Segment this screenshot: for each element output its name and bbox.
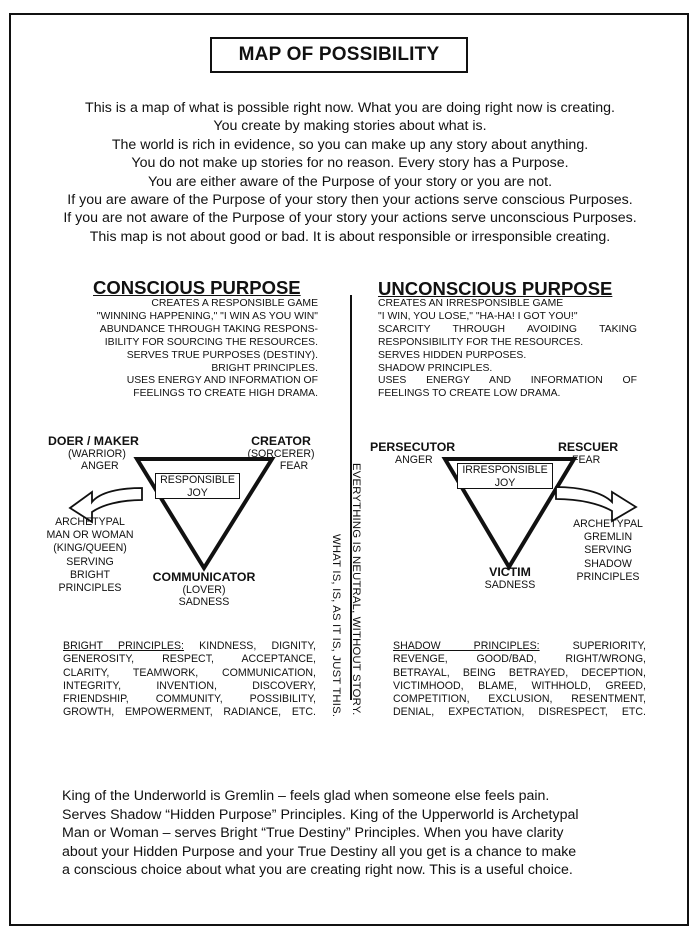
- principles-line: FRIENDSHIP, COMMUNITY, POSSIBILITY,: [63, 693, 316, 706]
- principles-line: REVENGE, GOOD/BAD, RIGHT/WRONG,: [393, 653, 646, 666]
- description-line: FEELINGS TO CREATE LOW DRAMA.: [378, 388, 561, 400]
- description-line: FEELINGS TO CREATE HIGH DRAMA.: [133, 388, 318, 400]
- unconscious-arrow-icon: [556, 487, 636, 521]
- bright-principles: [63, 640, 316, 720]
- description-line: USES ENERGY AND INFORMATION OF: [126, 375, 318, 387]
- creator-role: [236, 434, 326, 472]
- persecutor-role: [370, 440, 470, 466]
- role-name: VICTIM: [489, 565, 531, 579]
- closing-line: about your Hidden Purpose and your True Destiny all you get is a chance to make: [62, 843, 577, 860]
- principles-line: VICTIMHOOD, BLAME, WITHHOLD, GREED,: [393, 679, 646, 692]
- role-name: RESCUER: [558, 440, 619, 454]
- archetype-line: MAN OR WOMAN: [46, 529, 134, 542]
- description-line: IBILITY FOR SOURCING THE RESOURCES.: [104, 336, 318, 348]
- description-line: SERVES HIDDEN PURPOSES.: [378, 349, 527, 361]
- description-line: "WINNING HAPPENING," "I WIN AS YOU WIN": [96, 310, 318, 322]
- principles-line: INTEGRITY, INVENTION, DISCOVERY,: [63, 679, 316, 692]
- role-feeling: FEAR: [572, 454, 601, 466]
- archetype-line: PRINCIPLES: [576, 570, 640, 583]
- closing-line: Serves Shadow “Hidden Purpose” Principles. King of the Upperworld is Archetypal: [62, 806, 579, 823]
- closing-line: Man or Woman – serves Bright “True Destiny” Principles. When you have clarity: [62, 825, 564, 842]
- shadow-principles: [393, 640, 646, 720]
- intro-line: This is a map of what is possible right now. What you are doing right now is creating.: [85, 100, 615, 116]
- role-alt: (WARRIOR): [68, 448, 126, 460]
- archetype-line: SHADOW: [584, 557, 632, 570]
- intro-line: You create by making stories about what is.: [213, 118, 487, 135]
- intro-line: If you are not aware of the Purpose of your story your actions serve unconscious Purposes.: [63, 210, 637, 227]
- role-name: CREATOR: [251, 434, 311, 448]
- principles-line: COMPETITION, EXCLUSION, RESENTMENT,: [393, 693, 646, 706]
- role-alt: (SORCERER): [247, 448, 315, 460]
- archetype-line: ARCHETYPAL: [55, 516, 125, 528]
- principles-line: KINDNESS, DIGNITY,: [199, 640, 317, 652]
- principles-line: SUPERIORITY,: [572, 640, 646, 652]
- description-line: USES ENERGY AND INFORMATION OF: [378, 375, 637, 387]
- victim-role: [470, 565, 550, 591]
- principles-line: DENIAL, EXPECTATION, DISRESPECT, ETC.: [393, 706, 646, 719]
- description-line: "I WIN, YOU LOSE," "HA-HA! I GOT YOU!": [378, 310, 578, 322]
- rescuer-role: [558, 440, 638, 466]
- communicator-role: [144, 570, 264, 608]
- intro-line: If you are aware of the Purpose of your story then your actions serve conscious Purposes.: [67, 192, 633, 209]
- principles-line: GROWTH, EMPOWERMENT, RADIANCE, ETC.: [63, 706, 316, 719]
- role-name: COMMUNICATOR: [152, 570, 256, 584]
- center-label: IRRESPONSIBLE: [462, 464, 548, 476]
- archetype-line: GREMLIN: [583, 531, 633, 544]
- vertical-statement-2: WHAT IS, IS, AS IT IS, JUST THIS.: [330, 534, 342, 718]
- closing-paragraph: [62, 787, 652, 880]
- intro-line: You are either aware of the Purpose of your story or you are not.: [147, 173, 553, 190]
- intro-line: This map is not about good or bad. It is about responsible or irresponsible creating.: [89, 228, 611, 245]
- conscious-description: [60, 298, 318, 401]
- center-feeling: JOY: [187, 486, 208, 499]
- conscious-heading: CONSCIOUS PURPOSE: [93, 277, 301, 298]
- closing-line: a conscious choice about what you are creating right now. This is a useful choice.: [62, 862, 573, 879]
- archetype-line: SERVING: [584, 544, 632, 557]
- center-feeling: JOY: [494, 476, 516, 489]
- conscious-archetype: [40, 516, 140, 595]
- irresponsible-joy-box: [457, 463, 553, 489]
- unconscious-archetype: [562, 518, 654, 584]
- principles-line: GENEROSITY, RESPECT, ACCEPTANCE,: [63, 653, 316, 666]
- archetype-line: BRIGHT: [69, 568, 111, 581]
- role-feeling: ANGER: [395, 454, 433, 466]
- description-line: ABUNDANCE THROUGH TAKING RESPONS-: [99, 323, 318, 335]
- description-line: SERVES TRUE PURPOSES (DESTINY).: [126, 349, 318, 361]
- description-line: CREATES A RESPONSIBLE GAME: [151, 298, 318, 309]
- intro-line: The world is rich in evidence, so you can make up any story about anything.: [111, 136, 589, 153]
- role-feeling: FEAR: [279, 460, 309, 472]
- unconscious-heading: UNCONSCIOUS PURPOSE: [378, 278, 613, 299]
- description-line: SHADOW PRINCIPLES.: [378, 362, 493, 374]
- description-line: CREATES AN IRRESPONSIBLE GAME: [378, 298, 564, 309]
- role-feeling: ANGER: [81, 460, 119, 472]
- responsible-joy-box: [155, 473, 240, 499]
- principles-label: SHADOW PRINCIPLES:: [393, 640, 540, 652]
- role-alt: (LOVER): [182, 584, 226, 596]
- vertical-statement-1: EVERYTHING IS NEUTRAL, WITHOUT STORY.: [350, 463, 362, 716]
- page-title: MAP OF POSSIBILITY: [238, 44, 440, 65]
- description-line: SCARCITY THROUGH AVOIDING TAKING: [378, 323, 637, 335]
- archetype-line: (KING/QUEEN): [53, 542, 127, 555]
- role-name: PERSECUTOR: [370, 440, 456, 454]
- intro-line: You do not make up stories for no reason. Every story has a Purpose.: [131, 155, 569, 172]
- principles-line: BETRAYAL, BEING BETRAYED, DECEPTION,: [393, 666, 646, 679]
- archetype-line: SERVING: [66, 555, 114, 568]
- center-label: RESPONSIBLE: [160, 474, 235, 486]
- description-line: BRIGHT PRINCIPLES.: [211, 362, 318, 374]
- role-feeling: SADNESS: [178, 596, 230, 608]
- role-feeling: SADNESS: [484, 579, 536, 591]
- principles-line: CLARITY, TEAMWORK, COMMUNICATION,: [63, 666, 316, 679]
- unconscious-description: [378, 298, 637, 401]
- archetype-line: PRINCIPLES: [58, 582, 122, 595]
- description-line: RESPONSIBILITY FOR THE RESOURCES.: [378, 336, 584, 348]
- role-name: DOER / MAKER: [48, 434, 139, 448]
- archetype-line: ARCHETYPAL: [573, 518, 643, 530]
- closing-line: King of the Underworld is Gremlin – feels glad when someone else feels pain.: [62, 788, 550, 804]
- doer-role: [48, 434, 138, 472]
- principles-label: BRIGHT PRINCIPLES:: [63, 640, 184, 652]
